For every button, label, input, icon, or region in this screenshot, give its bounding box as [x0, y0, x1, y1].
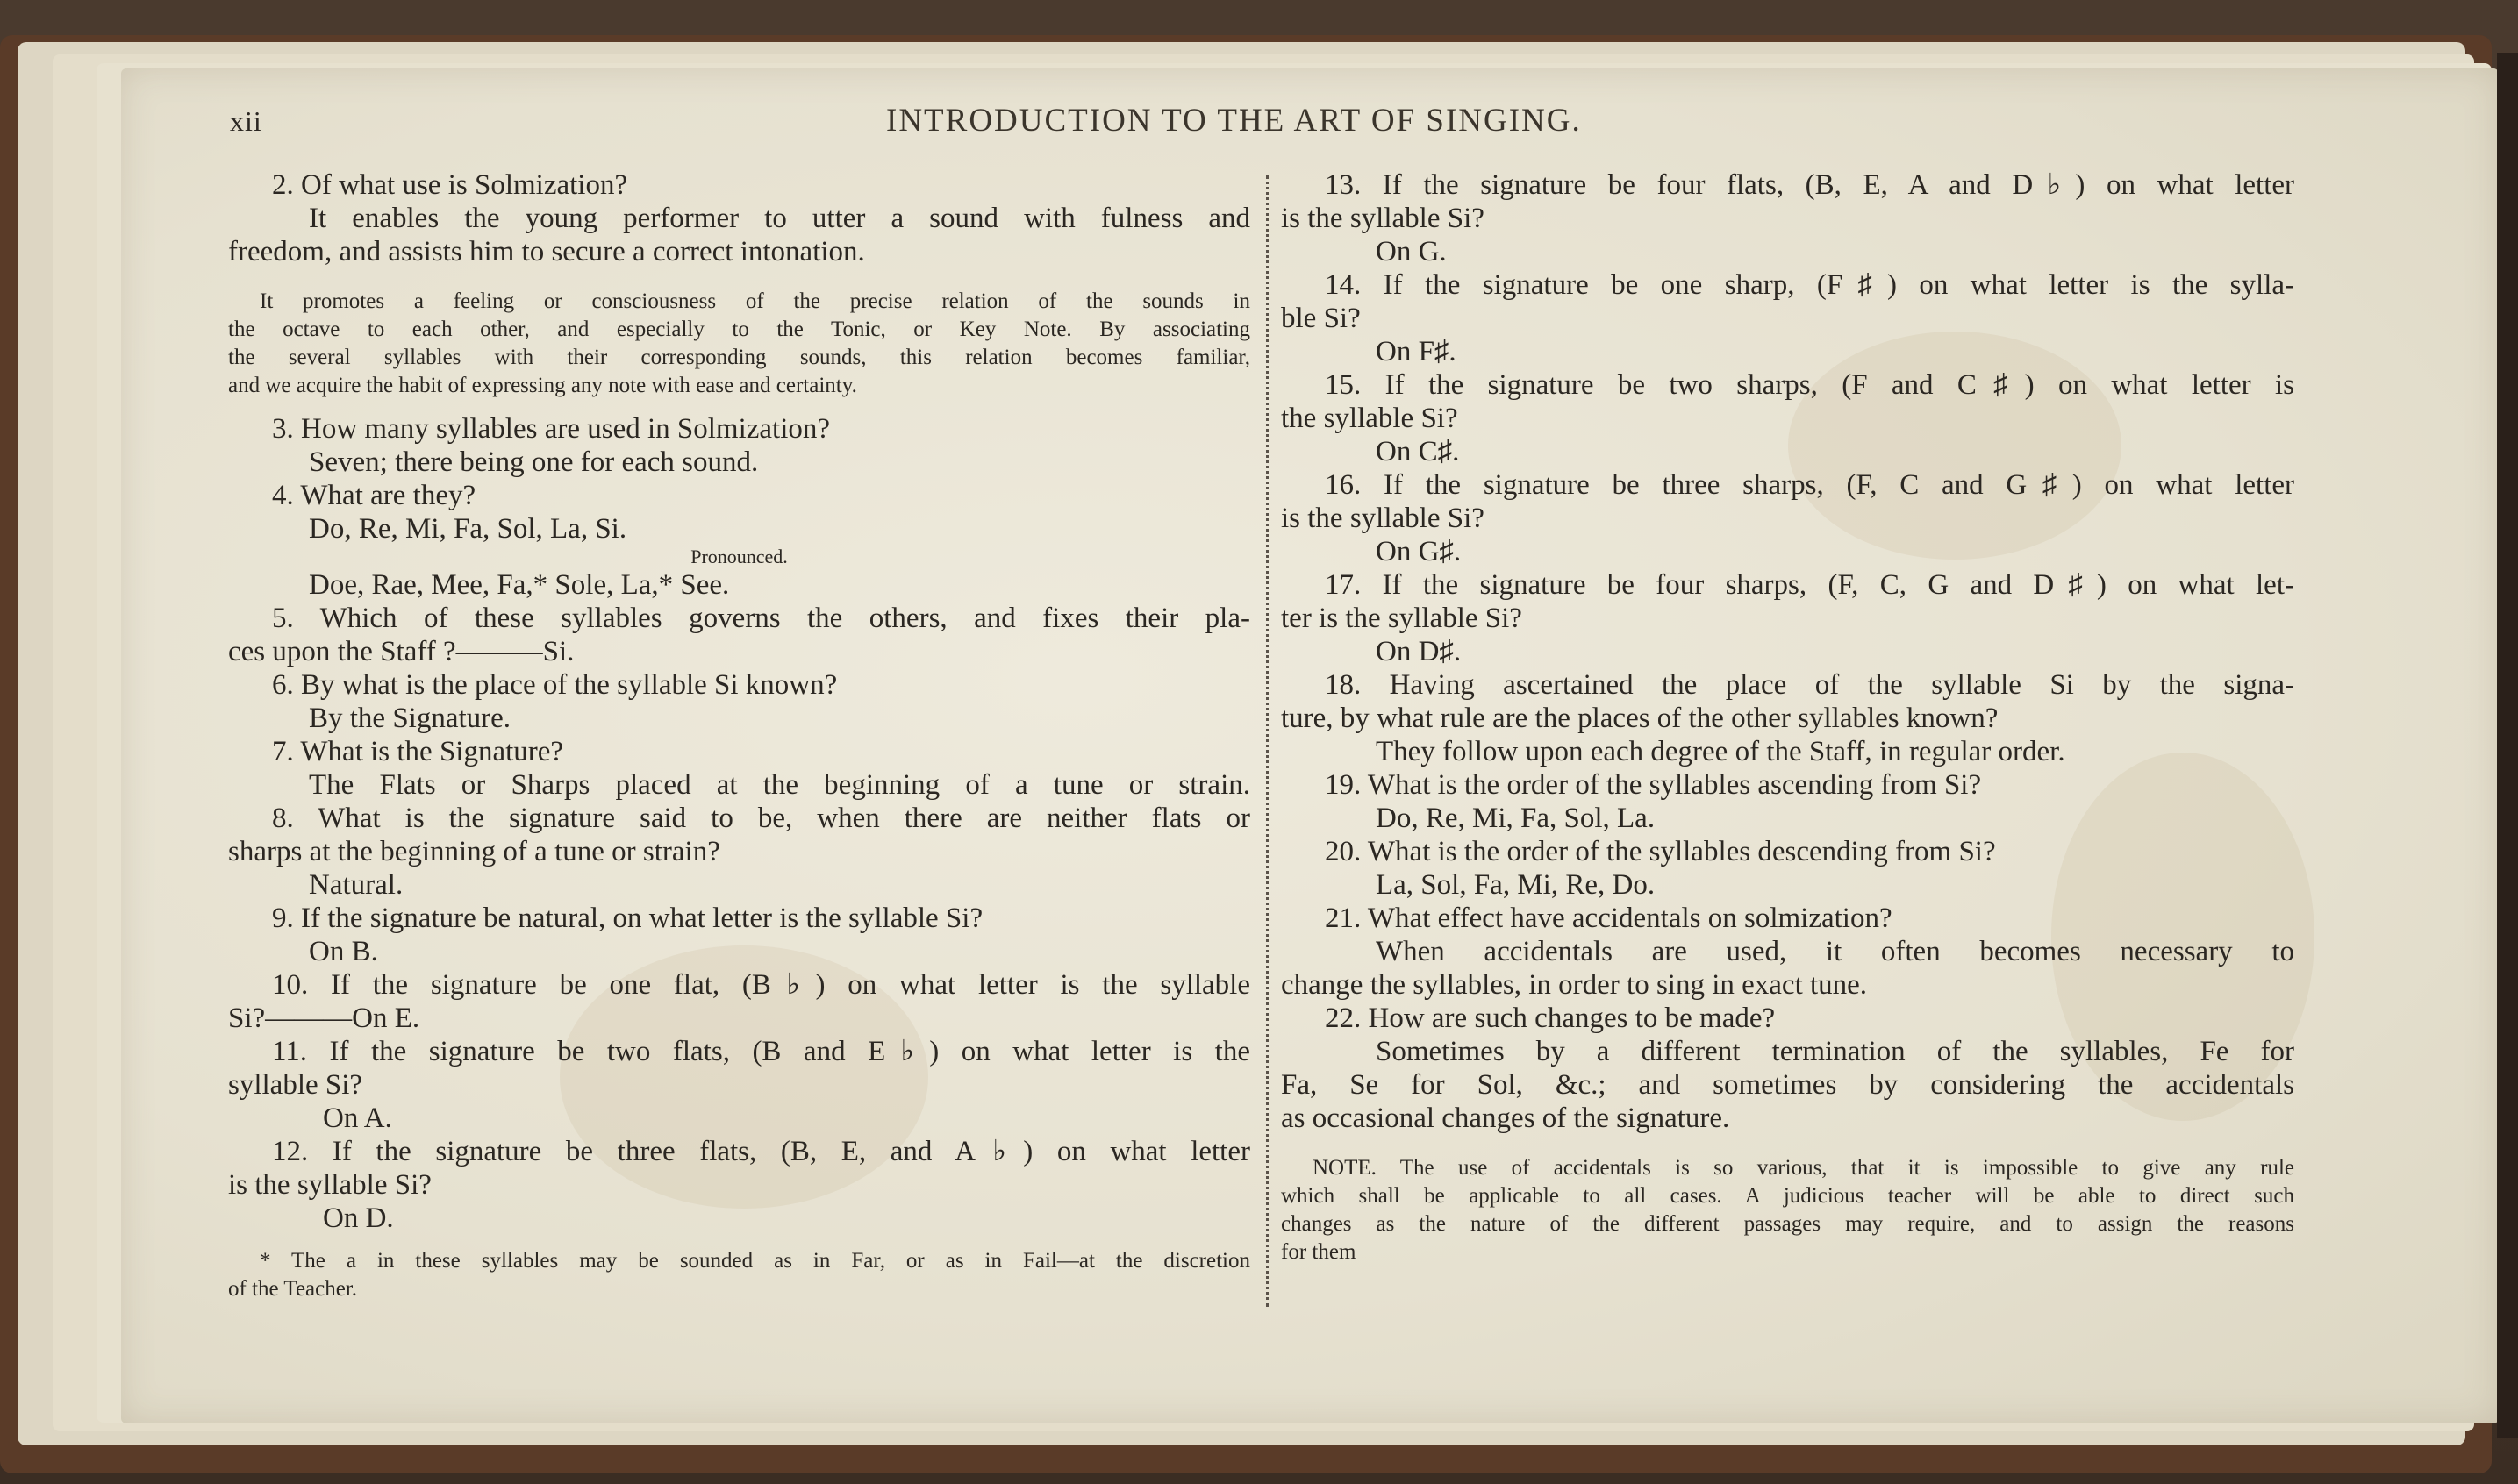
- text-line: 10. If the signature be one flat, (B♭) on what letter is the syllable: [272, 969, 1250, 1001]
- footnote-line: changes as the nature of the different passages may require, and to assign the reasons: [1281, 1212, 2294, 1236]
- text-line: is the syllable Si?: [1281, 203, 1484, 234]
- text-line: 6. By what is the place of the syllable Si known?: [272, 669, 838, 701]
- left-column: [228, 168, 1250, 1303]
- text-line: the syllable Si?: [1281, 403, 1458, 434]
- text-line: Fa, Se for Sol, &c.; and sometimes by considering the accidentals: [1281, 1069, 2294, 1101]
- footnote-line: of the Teacher.: [228, 1277, 358, 1301]
- text-line: 12. If the signature be three flats, (B, E, and A♭) on what letter: [272, 1136, 1250, 1167]
- text-line: 15. If the signature be two sharps, (F and C♯) on what letter is: [1325, 369, 2294, 401]
- text-line: [1281, 1135, 2294, 1154]
- text-line: 17. If the signature be four sharps, (F, C, G and D♯) on what let-: [1325, 569, 2294, 601]
- page-header: [0, 96, 2518, 149]
- text-line: as occasional changes of the signature.: [1281, 1102, 1730, 1134]
- text-line: [228, 400, 1250, 412]
- text-line: 4. What are they?: [272, 480, 476, 511]
- text-line: On D♯.: [1376, 636, 1462, 667]
- text-line: freedom, and assists him to secure a correct intonation.: [228, 236, 865, 268]
- footnote-line: the several syllables with their corresponding sounds, this relation becomes familiar,: [228, 346, 1250, 369]
- text-line: The Flats or Sharps placed at the beginning of a tune or strain.: [309, 769, 1250, 801]
- text-line: Do, Re, Mi, Fa, Sol, La, Si.: [309, 513, 627, 545]
- text-line: [228, 268, 1250, 288]
- text-line: ces upon the Staff ?———Si.: [228, 636, 575, 667]
- text-line: On D.: [323, 1202, 394, 1234]
- text-line: On G♯.: [1376, 536, 1462, 567]
- text-line: On G.: [1376, 236, 1447, 268]
- text-line: When accidentals are used, it often becomes necessary to: [1376, 936, 2294, 967]
- text-line: 16. If the signature be three sharps, (F, C and G♯) on what letter: [1325, 469, 2294, 501]
- footnote-line: for them: [1281, 1240, 1356, 1264]
- text-line: La, Sol, Fa, Mi, Re, Do.: [1376, 869, 1656, 901]
- text-line: 3. How many syllables are used in Solmization?: [272, 413, 831, 445]
- text-line: On A.: [323, 1102, 392, 1134]
- text-line: [228, 1235, 1250, 1247]
- running-title: INTRODUCTION TO THE ART OF SINGING.: [886, 103, 1582, 139]
- text-line: On F♯.: [1376, 336, 1456, 367]
- text-line: ture, by what rule are the places of the other syllables known?: [1281, 703, 1999, 734]
- footnote-line: which shall be applicable to all cases. A judicious teacher will be able to direct such: [1281, 1184, 2294, 1208]
- text-line: Doe, Rae, Mee, Fa,* Sole, La,* See.: [309, 569, 730, 601]
- text-line: ter is the syllable Si?: [1281, 603, 1522, 634]
- text-line: 14. If the signature be one sharp, (F♯) on what letter is the sylla-: [1325, 269, 2294, 301]
- text-line: 11. If the signature be two flats, (B and E♭) on what letter is the: [272, 1036, 1250, 1067]
- footnote-line: It promotes a feeling or consciousness of the precise relation of the sounds in: [260, 289, 1250, 313]
- column-divider: [1266, 175, 1269, 1307]
- text-line: 21. What effect have accidentals on solmization?: [1325, 903, 1892, 934]
- text-line: On C♯.: [1376, 436, 1460, 467]
- text-line: They follow upon each degree of the Staff, in regular order.: [1376, 736, 2065, 767]
- text-line: By the Signature.: [309, 703, 511, 734]
- text-line: ble Si?: [1281, 303, 1361, 334]
- text-line: sharps at the beginning of a tune or strain?: [228, 836, 720, 867]
- text-line: 20. What is the order of the syllables descending from Si?: [1325, 836, 1996, 867]
- text-line: 7. What is the Signature?: [272, 736, 564, 767]
- footnote-line: the octave to each other, and especially to the Tonic, or Key Note. By associating: [228, 317, 1250, 341]
- text-line: On B.: [309, 936, 378, 967]
- text-line: 9. If the signature be natural, on what letter is the syllable Si?: [272, 903, 984, 934]
- text-line: Seven; there being one for each sound.: [309, 446, 759, 478]
- text-line: Sometimes by a different termination of the syllables, Fe for: [1376, 1036, 2294, 1067]
- text-line: 2. Of what use is Solmization?: [272, 169, 628, 201]
- table-edge: [2497, 53, 2518, 1438]
- text-line: 8. What is the signature said to be, when there are neither flats or: [272, 803, 1250, 834]
- text-line: 13. If the signature be four flats, (B, E, A and D♭) on what letter: [1325, 169, 2294, 201]
- page-number: xii: [230, 105, 262, 137]
- text-line: 5. Which of these syllables governs the others, and fixes their pla-: [272, 603, 1250, 634]
- text-line: syllable Si?: [228, 1069, 363, 1101]
- text-line: Do, Re, Mi, Fa, Sol, La.: [1376, 803, 1656, 834]
- pronunciation-label: Pronounced.: [690, 546, 788, 567]
- text-line: Si?———On E.: [228, 1002, 420, 1034]
- text-line: change the syllables, in order to sing in exact tune.: [1281, 969, 1868, 1001]
- footnote-line: and we acquire the habit of expressing any note with ease and certainty.: [228, 374, 857, 397]
- text-line: 19. What is the order of the syllables ascending from Si?: [1325, 769, 1982, 801]
- footnote-line: NOTE. The use of accidentals is so various, that it is impossible to give any rule: [1313, 1156, 2294, 1180]
- text-line: is the syllable Si?: [228, 1169, 432, 1201]
- text-line: 18. Having ascertained the place of the syllable Si by the signa-: [1325, 669, 2294, 701]
- text-line: It enables the young performer to utter a sound with fulness and: [309, 203, 1250, 234]
- right-column: [1281, 168, 2294, 1266]
- text-line: is the syllable Si?: [1281, 503, 1484, 534]
- text-line: Natural.: [309, 869, 404, 901]
- footnote-line: * The a in these syllables may be sounded as in Far, or as in Fail—at the discretion: [260, 1249, 1250, 1273]
- text-line: 22. How are such changes to be made?: [1325, 1002, 1776, 1034]
